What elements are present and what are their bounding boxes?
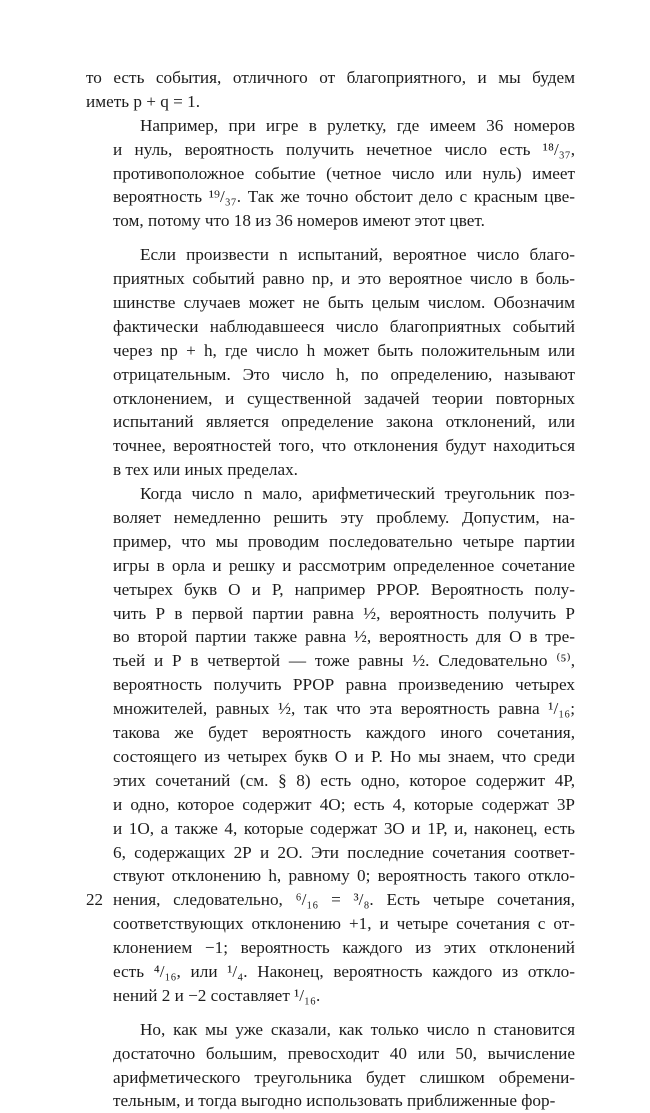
text-line: есть ⁴/₁₆, или ¹/₄. Наконец, вероятность каждого из откло-	[113, 961, 575, 981]
text-line: через np + h, где число h может быть положительным или	[113, 340, 575, 360]
text-line: тьей и Р в четвертой — тоже равны ½. Следовательно ⁽⁵⁾,	[113, 651, 575, 671]
text-line: клонением −1; вероятность каждого из этих отклонений	[113, 938, 575, 958]
text-line: нения, следовательно, ⁶/₁₆ = ³/₈. Есть четыре сочетания,	[113, 890, 575, 910]
text-line: отклонением, и существенной задачей теории повторных	[113, 388, 575, 408]
text-line: и одно, которое содержит 4О; есть 4, которые содержат 3Р	[113, 794, 575, 814]
text-line: 6, содержащих 2Р и 2О. Эти последние сочетания соответ-	[113, 842, 575, 862]
text-line: воляет немедленно решить эту проблему. Допустим, на-	[113, 508, 575, 528]
text-line: соответствующих отклонению +1, и четыре сочетания с от-	[113, 914, 575, 934]
paragraph	[86, 243, 575, 482]
text-line: множителей, равных ½, так что эта вероятность равна ¹/₁₆;	[113, 699, 575, 719]
text-line: ствуют отклонению h, равному 0; вероятность такого откло-	[113, 866, 575, 886]
text-line: точнее, вероятностей того, что отклонения будут находиться	[113, 436, 575, 456]
paragraph	[86, 66, 575, 114]
text-line: чить Р в первой партии равна ½, вероятность получить Р	[113, 603, 575, 623]
text-line: и 1О, а также 4, которые содержат 3О и 1Р, и, наконец, есть	[113, 818, 575, 838]
text-line: в тех или иных пределах.	[113, 460, 298, 480]
text-line: этих сочетаний (см. § 8) есть одно, которое содержит 4Р,	[113, 770, 575, 790]
text-line: противоположное событие (четное число или нуль) имеет	[113, 163, 575, 183]
text-line: игры в орла и решку и рассмотрим определенное сочетание	[113, 555, 575, 575]
text-line: и нуль, вероятность получить нечетное число есть ¹⁸/₃₇,	[113, 139, 575, 159]
text-line: Но, как мы уже сказали, как только число n становится	[140, 1019, 575, 1039]
text-line: четырех букв О и Р, например РРОР. Вероятность полу-	[113, 579, 575, 599]
text-line: том, потому что 18 из 36 номеров имеют этот цвет.	[113, 211, 485, 231]
page-number: 22	[86, 890, 103, 909]
paragraph	[86, 1018, 575, 1113]
text-line: вероятность получить РРОР равна произведению четырех	[113, 675, 575, 695]
text-line: тельным, и тогда выгодно использовать приближенные фор-	[113, 1091, 556, 1111]
text-line: испытаний является определение закона отклонений, или	[113, 412, 575, 432]
text-line: состоящего из четырех букв О и Р. Но мы знаем, что среди	[113, 746, 575, 766]
text-line: приятных событий равно np, и это вероятное число в боль-	[113, 269, 575, 289]
text-line: арифметического треугольника будет слишком обремени-	[113, 1067, 575, 1087]
text-line: Когда число n мало, арифметический треугольник поз-	[140, 484, 575, 504]
text-line: такова же будет вероятность каждого иного сочетания,	[113, 723, 575, 743]
text-column	[86, 66, 575, 1113]
text-line: вероятность ¹⁹/₃₇. Так же точно обстоит дело с красным цве-	[113, 187, 575, 207]
paragraph	[86, 482, 575, 1008]
text-line: шинстве случаев может не быть целым числом. Обозначим	[113, 293, 575, 313]
text-line: пример, что мы проводим последовательно четыре партии	[113, 531, 575, 551]
text-line: нений 2 и −2 составляет ¹/₁₆.	[113, 985, 321, 1005]
text-line: Например, при игре в рулетку, где имеем 36 номеров	[140, 115, 575, 135]
paragraph	[86, 114, 575, 233]
text-line: то есть события, отличного от благоприятного, и мы будем	[86, 68, 575, 87]
text-line: во второй партии также равна ½, вероятность для О в тре-	[113, 627, 575, 647]
text-line: Если произвести n испытаний, вероятное число благо-	[140, 245, 575, 265]
text-line: иметь p + q = 1.	[86, 91, 201, 111]
text-line: отрицательным. Это число h, по определению, называют	[113, 364, 575, 384]
text-line: достаточно большим, превосходит 40 или 50, вычисление	[113, 1043, 575, 1063]
text-line: фактически наблюдавшееся число благоприятных событий	[113, 316, 575, 336]
